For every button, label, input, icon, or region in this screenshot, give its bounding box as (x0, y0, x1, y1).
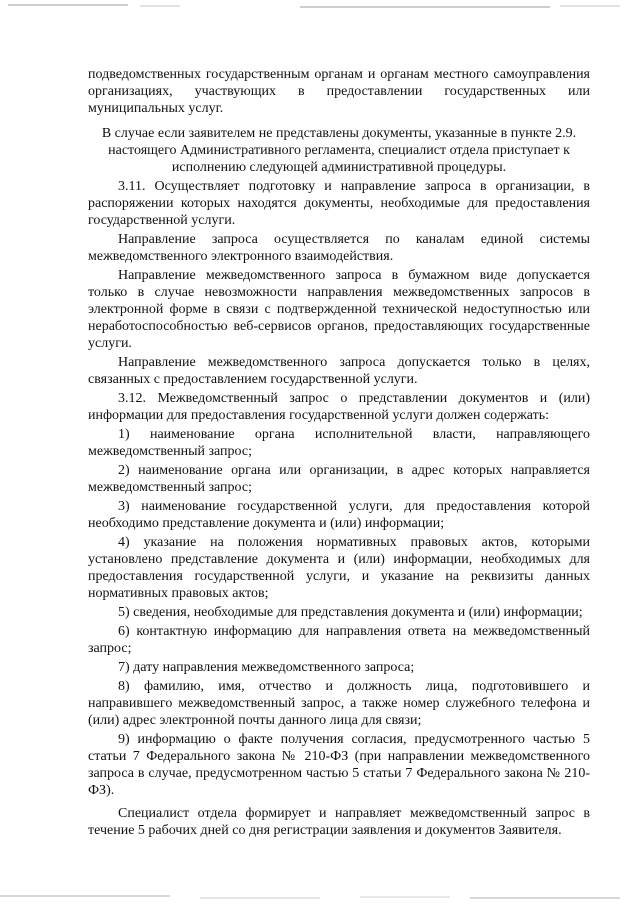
paragraph-7: 3.12. Межведомственный запрос о представлении документов и (или) информации для предоставления государственной услуги должен содержать: (88, 391, 590, 423)
paragraph-2: В случае если заявителем не представлены документы, указанные в пункте 2.9. настоящего Административного регламента, специалист отдела приступает к исполнению следующей административной процедуры. (101, 126, 577, 175)
list-item-7: 7) дату направления межведомственного запроса; (118, 660, 415, 675)
list-item-9: 9) информацию о факте получения согласия, предусмотренного частью 5 статьи 7 Федерального закона № 210-ФЗ (при направлении межведомственного запроса в случае, предусмотренном частью 5 статьи 7 Федерального закона № 210-ФЗ). (88, 732, 590, 798)
scan-artifact-top (0, 2, 640, 12)
document-page (88, 66, 590, 841)
paragraph-6: Направление межведомственного запроса допускается только в целях, связанных с предоставлением государственной услуги. (88, 355, 590, 387)
scan-artifact-bottom (0, 891, 640, 903)
list-item-8: 8) фамилию, имя, отчество и должность лица, подготовившего и направившего межведомственный запрос, а также номер служебного телефона и (или) адрес электронной почты данного лица для связи; (88, 679, 590, 728)
list-item-6: 6) контактную информацию для направления ответа на межведомственный запрос; (88, 624, 590, 656)
list-item-3: 3) наименование государственной услуги, для предоставления которой необходимо представление документа и (или) информации; (88, 499, 590, 531)
list-item-1: 1) наименование органа исполнительной власти, направляющего межведомственный запрос; (88, 427, 590, 459)
list-item-5: 5) сведения, необходимые для представления документа и (или) информации; (118, 605, 583, 620)
paragraph-1: подведомственных государственным органам и органам местного самоуправления организациях, участвующих в предоставлении государственных или муниципальных услуг. (88, 67, 590, 116)
list-item-2: 2) наименование органа или организации, в адрес которых направляется межведомственный запрос; (88, 463, 590, 495)
paragraph-5: Направление межведомственного запроса в бумажном виде допускается только в случае невозможности направления межведомственных запросов в электронной форме в связи с подтвержденной технической недоступностью или неработоспособностью веб-сервисов органов, предоставляющих государственные услуги. (88, 268, 590, 351)
paragraph-final: Специалист отдела формирует и направляет межведомственный запрос в течение 5 рабочих дней со дня регистрации заявления и документов Заявителя. (88, 806, 590, 838)
paragraph-4: Направление запроса осуществляется по каналам единой системы межведомственного электронного взаимодействия. (88, 232, 590, 264)
list-item-4: 4) указание на положения нормативных правовых актов, которыми установлено представление документа и (или) информации, необходимых для предоставления государственной услуги, и указание на реквизиты данных нормативных правовых актов; (88, 535, 590, 601)
paragraph-3: 3.11. Осуществляет подготовку и направление запроса в организации, в распоряжении которых находятся документы, необходимые для предоставления государственной услуги. (88, 179, 590, 228)
